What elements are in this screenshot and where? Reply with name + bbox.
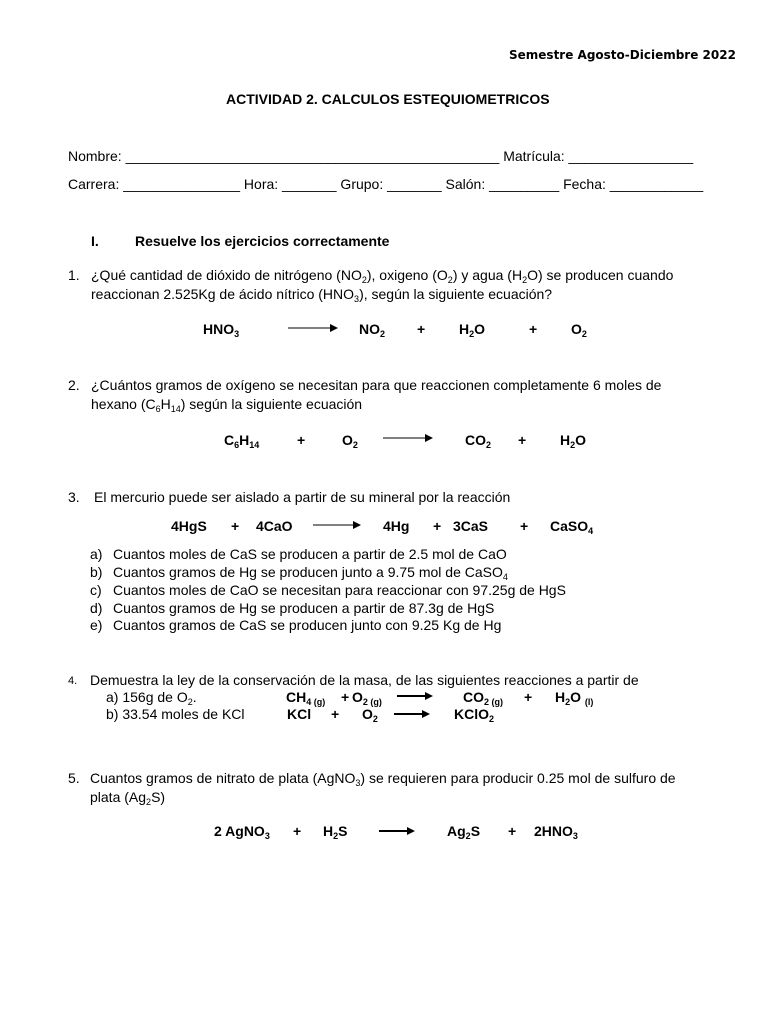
q1-eq-arrow-icon [288,323,338,333]
q5-eq-product-hno3: $2HNO_3$ [534,823,578,841]
q3-item-text: Cuantos gramos de Hg se producen a partir de 87.3g de HgS [113,600,495,616]
q4b-eq-reactant-o2: $O_2$ [362,706,378,724]
q1-eq-product-h2o: $H_2O$ [459,321,486,339]
q4b-eq-arrow-icon [394,709,430,719]
q4-number: 4. [68,675,78,687]
q5-eq-reactant-h2s: $H_2S$ [323,823,348,841]
q5-eq-product-ag2s: $Ag_2S$ [447,823,481,841]
q2-eq-reactant-hexane: $C_6H_{14}$ [224,432,260,450]
q5-number: 5. [68,770,80,786]
q3-item-text: Cuantos moles de CaS se producen a partir de 2.5 mol de CaO [113,546,507,562]
q1-eq-plus-2: + [529,321,538,337]
q4b-eq-product-kclo2: KClO$_2$ [454,706,495,724]
q2-text-line1: ¿Cuántos gramos de oxígeno se necesitan para que reaccionen completamente 6 moles de [91,377,662,393]
q3-item-text: Cuantos moles de CaO se necesitan para reaccionar con 97.25g de HgS [113,582,566,598]
q4-text: Demuestra la ley de la conservación de la masa, de las siguientes reacciones a partir de [90,672,639,688]
q3-item-label: d) [90,600,103,616]
q4a-eq-product-co2: $CO_{2 (g)}$ [463,689,503,707]
q3-eq-plus-1: + [231,518,240,534]
q2-eq-plus-1: + [297,432,306,448]
q4a-eq-reactant-ch4: $CH_{4 (g)}$ [286,689,326,707]
q3-eq-arrow-icon [313,520,361,530]
q2-eq-plus-2: + [518,432,527,448]
q5-text-line2: plata $(Ag_2S)$ [90,789,166,807]
q3-eq-plus-3: + [520,518,529,534]
q4b-eq-reactant-kcl: KCl [287,706,312,722]
q4a-eq-reactant-o2: $O_{2 (g)}$ [352,689,382,707]
q3-text: El mercurio puede ser aislado a partir de su mineral por la reacción [94,489,511,505]
q3-eq-reactant-cao: 4CaO [256,518,293,534]
q3-item-label: e) [90,617,103,633]
q3-number: 3. [68,489,80,505]
q3-item-label: a) [90,546,103,562]
q1-eq-product-o2: $O_2$ [571,321,587,339]
page-title: ACTIVIDAD 2. CALCULOS ESTEQUIOMETRICOS [226,91,550,107]
q4b-label: b) 33.54 moles de KCl [106,706,245,722]
q1-text-line1: ¿Qué cantidad de dióxido de nitrógeno $(NO_2)$, oxigeno $(O_2)$ y agua $(H_2O)$ se producen cuando [91,267,674,285]
q5-eq-arrow-icon [379,826,415,836]
q3-item-label: c) [90,582,102,598]
q2-eq-product-co2: $CO_2$ [465,432,492,450]
q5-text-line1: Cuantos gramos de nitrato de plata (AgNO$_3$) se requieren para producir 0.25 mol de sulfuro de [90,770,676,788]
q1-eq-product-no2: $NO_2$ [359,321,386,339]
q2-text-line2: hexano $(C_6H_{14})$ según la siguiente ecuación [91,396,363,414]
q2-eq-product-h2o: $H_2O$ [560,432,587,450]
q1-number: 1. [68,267,80,283]
q4a-eq-plus-2: + [524,689,533,705]
q3-eq-reactant-hgs: 4HgS [171,518,207,534]
q3-item-label: b) [90,564,103,580]
semester-label: Semestre Agosto-Diciembre 2022 [509,48,736,62]
q4a-eq-arrow-icon [397,691,433,701]
q3-item-text: Cuantos gramos de Hg se producen junto a 9.75 mol de CaSO$_4$ [113,564,508,582]
form-line-name: Nombre: ________________________________________________ Matrícula: ________________ [68,148,694,164]
q5-eq-plus-1: + [293,823,302,839]
q1-eq-reactant-hno3: $HNO_3$ [203,321,240,339]
section-numeral: I. [91,233,99,249]
q4a-eq-plus-1: + [341,689,350,705]
section-heading: Resuelve los ejercicios correctamente [135,233,390,249]
form-line-career: Carrera: _______________ Hora: _______ Grupo: _______ Salón: _________ Fecha: ____________ [68,176,704,192]
q3-eq-product-cas: 3CaS [453,518,489,534]
q2-eq-arrow-icon [383,433,433,443]
q5-eq-reactant-agno3: 2 AgNO$_3$ [214,823,270,841]
q3-eq-product-caso4: CaSO$_4$ [550,518,594,536]
q4b-eq-plus-1: + [331,706,340,722]
q3-item-text: Cuantos gramos de CaS se producen junto con 9.25 Kg de Hg [113,617,502,633]
q4a-eq-product-h2o: $H_2O$ $_{(l)}$ [555,689,594,707]
q5-eq-plus-2: + [508,823,517,839]
q2-eq-reactant-o2: $O_2$ [342,432,358,450]
q1-text-line2: reaccionan 2.525Kg de ácido nítrico $(HNO_3)$, según la siguiente ecuación? [91,286,553,304]
q4a-label: a) 156g de $O_2$. [106,689,197,707]
q3-eq-product-hg: 4Hg [383,518,410,534]
q1-eq-plus-1: + [417,321,426,337]
q2-number: 2. [68,377,80,393]
q3-eq-plus-2: + [433,518,442,534]
